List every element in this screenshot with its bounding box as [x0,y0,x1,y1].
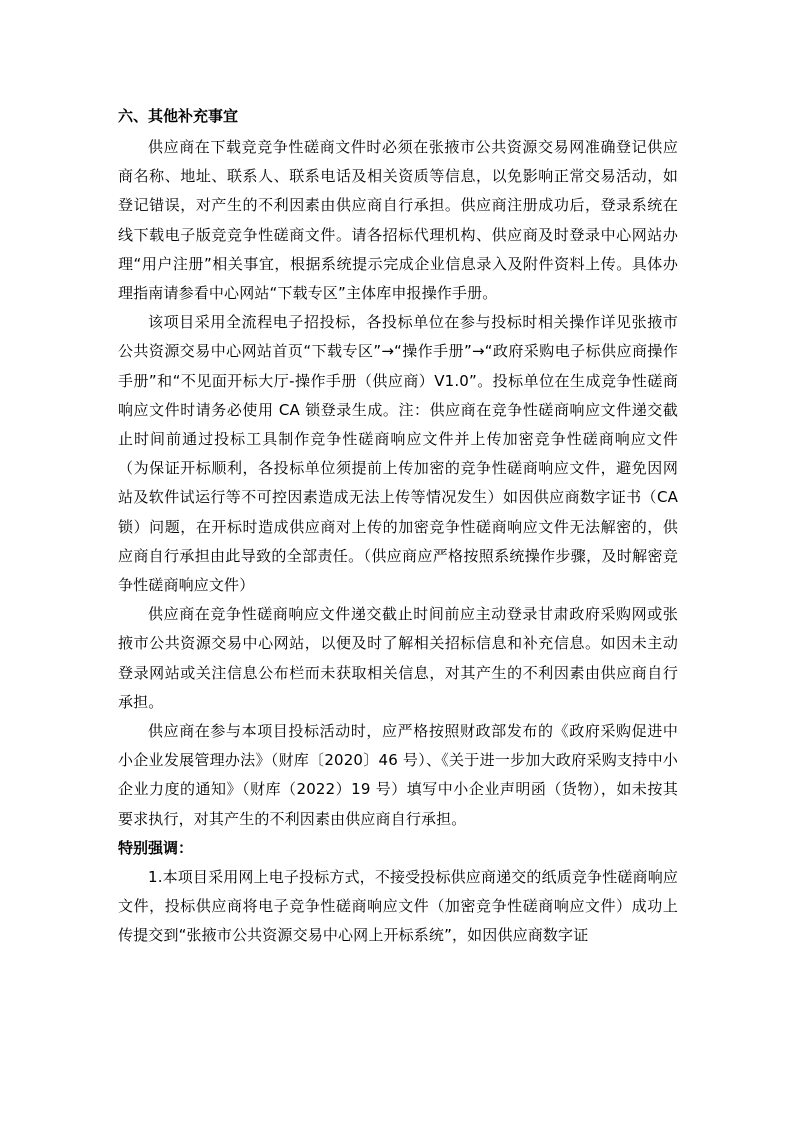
paragraph-emphasis-1: 1.本项目采用网上电子投标方式，不接受投标供应商递交的纸质竞争性磋商响应文件，投标供应商将电子竞争性磋商响应文件（加密竞争性磋商响应文件）成功上传提交到“张掖市公共资源交易中心网上开标系统”，如因供应商数字证 [118,867,678,945]
paragraph-electronic-bidding: 该项目采用全流程电子招投标，各投标单位在参与投标时相关操作详见张掖市公共资源交易中心网站首页“下载专区”→“操作手册”→“政府采购电子标供应商操作手册”和“不见面开标大厅-操作手册（供应商）V1.0”。投标单位在生成竞争性磋商响应文件时请务必使用 CA 锁登录生成。注：供应商在竞争性磋商响应文件递交截止时间前通过投标工具制作竞争性磋商响应文件并上传加密竞争性磋商响应文件（为保证开标顺利，各投标单位须提前上传加密的竞争性磋商响应文件，避免因网站及软件试运行等不可控因素造成无法上传等情况发生）如因供应商数字证书（CA 锁）问题，在开标时造成供应商对上传的加密竞争性磋商响应文件无法解密的，供应商自行承担由此导致的全部责任。（供应商应严格按照系统操作步骤，及时解密竞争性磋商响应文件） [118,313,678,595]
document-body [118,105,678,950]
paragraph-login-notice: 供应商在竞争性磋商响应文件递交截止时间前应主动登录甘肃政府采购网或张掖市公共资源交易中心网站，以便及时了解相关招标信息和补充信息。如因未主动登录网站或关注信息公布栏而未获取相关信息，对其产生的不利因素由供应商自行承担。 [118,605,678,711]
section-heading: 六、其他补充事宜 [118,107,239,125]
emphasis-heading: 特别强调： [118,838,194,857]
paragraph-registration: 供应商在下载竞竞争性磋商文件时必须在张掖市公共资源交易网准确登记供应商名称、地址、联系人、联系电话及相关资质等信息，以免影响正常交易活动，如登记错误，对产生的不利因素由供应商自行承担。供应商注册成功后，登录系统在线下载电子版竞竞争性磋商文件。请各招标代理机构、供应商及时登录中心网站办理“用户注册”相关事宜，根据系统提示完成企业信息录入及附件资料上传。具体办理指南请参看中心网站“下载专区”主体库申报操作手册。 [118,138,678,303]
paragraph-sme-policy: 供应商在参与本项目投标活动时，应严格按照财政部发布的《政府采购促进中小企业发展管理办法》（财库〔2020〕46 号）、《关于进一步加大政府采购支持中小企业力度的通知》（财库（2022）19 号）填写中小企业声明函（货物），如未按其要求执行，对其产生的不利因素由供应商自行承担。 [118,722,678,828]
